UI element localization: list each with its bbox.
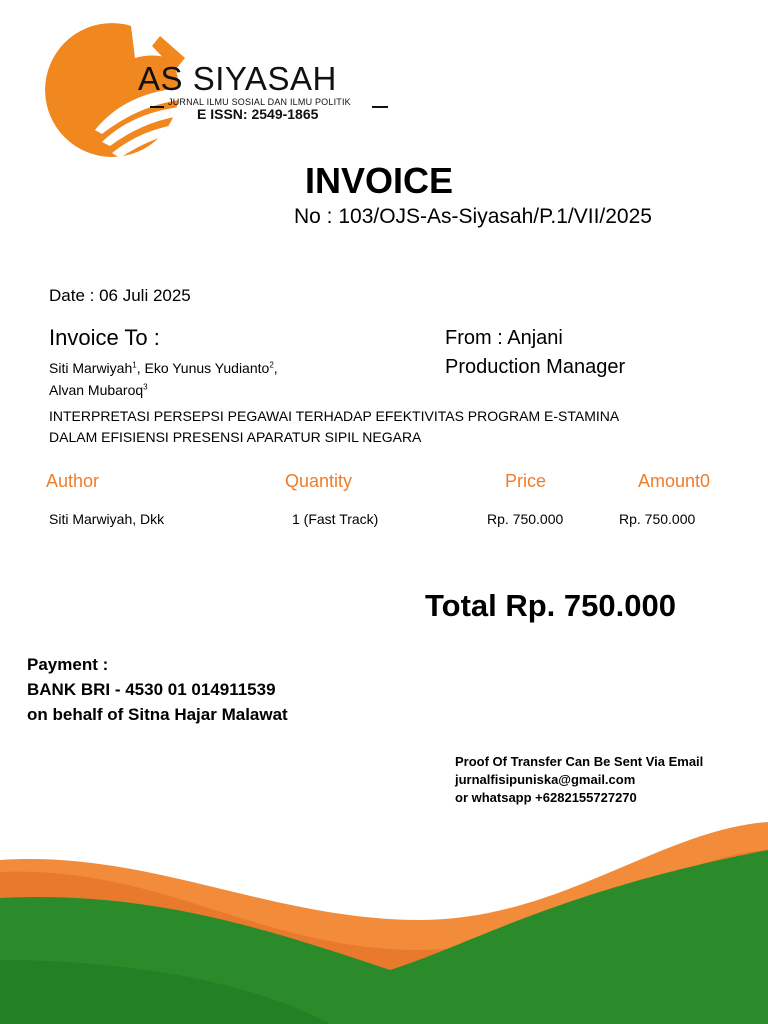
article-title-line-2: DALAM EFISIENSI PRESENSI APARATUR SIPIL NEGARA — [49, 429, 422, 445]
brand-issn: E ISSN: 2549-1865 — [197, 106, 319, 122]
brand-subtitle: JURNAL ILMU SOSIAL DAN ILMU POLITIK — [168, 97, 351, 107]
footer-wave-decoration — [0, 810, 768, 1024]
column-header-price: Price — [505, 471, 547, 491]
row-author: Siti Marwiyah, Dkk — [49, 511, 165, 527]
author-3: Alvan Mubaroq — [49, 382, 144, 398]
invoice-total: Total Rp. 750.000 — [425, 588, 676, 623]
invoice-number: No : 103/OJS-As-Siyasah/P.1/VII/2025 — [294, 205, 652, 228]
brand-rule-left — [150, 106, 164, 108]
row-price: Rp. 750.000 — [487, 511, 564, 527]
proof-of-transfer-note: Proof Of Transfer Can Be Sent Via Email — [455, 754, 704, 769]
contact-email[interactable]: jurnalfisipuniska@gmail.com — [455, 772, 636, 787]
from-role: Production Manager — [445, 356, 626, 378]
author-1: Siti Marwiyah — [49, 360, 133, 376]
author-2: , Eko Yunus Yudianto — [136, 360, 270, 376]
brand-rule-right — [372, 106, 388, 108]
authors-line-1 — [49, 360, 278, 376]
author-1-affil: 1 — [132, 360, 137, 370]
author-separator: , — [273, 360, 278, 376]
row-amount: Rp. 750.000 — [619, 511, 696, 527]
article-title-line-1: INTERPRETASI PERSEPSI PEGAWAI TERHADAP EFEKTIVITAS PROGRAM E-STAMINA — [49, 408, 620, 424]
column-header-author: Author — [46, 471, 100, 491]
payment-label: Payment : — [27, 655, 109, 674]
account-holder: on behalf of Sitna Hajar Malawat — [27, 705, 288, 724]
invoice-date: Date : 06 Juli 2025 — [49, 286, 191, 305]
column-header-quantity: Quantity — [285, 471, 353, 491]
invoice-title: INVOICE — [305, 160, 454, 201]
from-name: From : Anjani — [445, 327, 563, 349]
brand-name: AS SIYASAH — [138, 60, 337, 97]
column-header-amount: Amount0 — [638, 471, 711, 491]
contact-whatsapp[interactable]: or whatsapp +6282155727270 — [455, 790, 637, 805]
author-2-affil: 2 — [269, 360, 274, 370]
author-3-affil: 3 — [143, 382, 148, 392]
row-quantity: 1 (Fast Track) — [292, 511, 379, 527]
authors-line-2 — [49, 382, 148, 398]
bank-account: BANK BRI - 4530 01 014911539 — [27, 680, 276, 699]
invoice-to-label: Invoice To : — [49, 325, 160, 350]
